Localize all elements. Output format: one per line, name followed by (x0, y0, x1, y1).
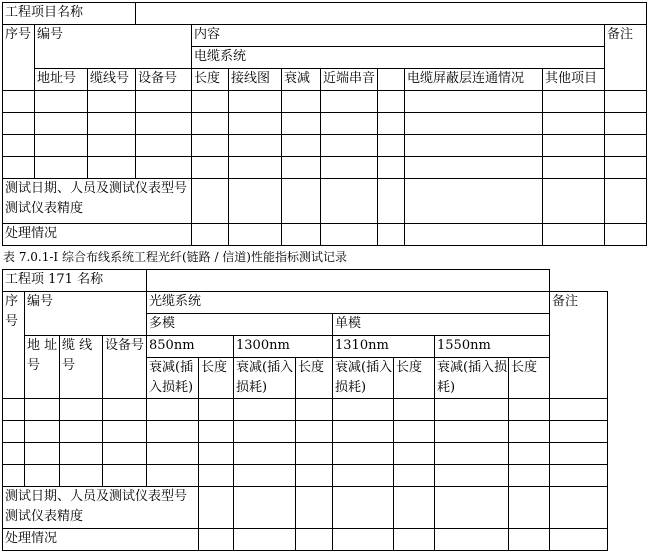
table-cell[interactable] (543, 157, 605, 179)
project-name-label: 工程项 171 名称 (3, 270, 147, 292)
table-cell[interactable] (192, 157, 229, 179)
project-name-value[interactable] (136, 3, 647, 25)
table-cell[interactable] (321, 157, 378, 179)
table-row (3, 69, 647, 91)
attenuation-label: 衰减(插入损耗) (147, 358, 199, 399)
length-label: 长度 (199, 358, 234, 399)
length-label: 长度 (394, 358, 435, 399)
table-row (3, 270, 608, 292)
table-cell[interactable] (435, 443, 509, 465)
length-label: 长度 (509, 358, 550, 399)
table-cell[interactable] (405, 113, 543, 135)
fiber-system-label: 光缆系统 (147, 292, 550, 314)
table-cell[interactable] (282, 179, 321, 224)
table-row (3, 336, 608, 358)
table-cell[interactable] (550, 487, 608, 529)
table-cell[interactable] (333, 399, 394, 421)
wavelength-1300: 1300nm (234, 336, 333, 358)
handling-label: 处理情况 (3, 529, 199, 551)
header-device: 设备号 (136, 69, 192, 91)
table-cell[interactable] (333, 465, 394, 487)
wavelength-1310: 1310nm (333, 336, 435, 358)
table-cell[interactable] (509, 529, 550, 551)
header-wiring: 接线图 (229, 69, 282, 91)
table-cell[interactable] (3, 399, 25, 421)
table-cell[interactable] (550, 270, 608, 292)
cable-label: 缆 线号 (60, 336, 103, 399)
table-cell[interactable] (296, 443, 333, 465)
table-cell[interactable] (550, 443, 608, 465)
table-cell[interactable] (394, 443, 435, 465)
table-cell[interactable] (435, 465, 509, 487)
no-label: 序号 (3, 292, 25, 336)
remark-label: 备注 (605, 25, 647, 91)
handling-label: 处理情况 (3, 224, 192, 246)
table-cell[interactable] (378, 179, 405, 224)
table-cell[interactable] (192, 179, 229, 224)
table-cell[interactable] (509, 465, 550, 487)
table-cell[interactable] (199, 399, 234, 421)
table-cell[interactable] (543, 224, 605, 246)
table-row (3, 25, 647, 47)
table-cell[interactable] (136, 113, 192, 135)
table-cell[interactable] (229, 157, 282, 179)
table-cell[interactable] (60, 399, 103, 421)
data-row (3, 91, 647, 113)
data-row (3, 465, 608, 487)
table-cell[interactable] (543, 91, 605, 113)
header-blank (378, 69, 405, 91)
table-cell[interactable] (136, 91, 192, 113)
table-cell[interactable] (229, 224, 282, 246)
test-info-label: 测试日期、人员及测试仪表型号测试仪表精度 (3, 487, 199, 529)
table-cell[interactable] (405, 179, 543, 224)
table-cell[interactable] (25, 443, 60, 465)
table-cell[interactable] (378, 224, 405, 246)
table-cell[interactable] (60, 465, 103, 487)
table-cell[interactable] (103, 465, 147, 487)
table-cell[interactable] (147, 443, 199, 465)
wavelength-850: 850nm (147, 336, 234, 358)
table-cell[interactable] (333, 529, 394, 551)
table-cell[interactable] (35, 135, 88, 157)
table-cell[interactable] (378, 157, 405, 179)
table-cell[interactable] (147, 421, 199, 443)
cable-system-label: 电缆系统 (192, 47, 605, 69)
table-cell[interactable] (136, 135, 192, 157)
table-cell[interactable] (25, 465, 60, 487)
table-cell[interactable] (25, 399, 60, 421)
table-cell[interactable] (321, 224, 378, 246)
table-cell[interactable] (3, 135, 35, 157)
table-cell[interactable] (509, 421, 550, 443)
table-cell[interactable] (435, 421, 509, 443)
header-next: 近端串音 (321, 69, 378, 91)
table-cell[interactable] (199, 443, 234, 465)
table-cell[interactable] (509, 399, 550, 421)
device-label: 设备号 (103, 336, 147, 399)
data-row (3, 135, 647, 157)
table-cell[interactable] (605, 179, 647, 224)
table-cell[interactable] (550, 421, 608, 443)
table-cell[interactable] (321, 113, 378, 135)
table-cell[interactable] (509, 487, 550, 529)
table-row (3, 224, 647, 246)
header-cable: 缆线号 (88, 69, 136, 91)
table-cell[interactable] (282, 113, 321, 135)
table-cell[interactable] (234, 487, 296, 529)
table-cell[interactable] (35, 113, 88, 135)
table-cell[interactable] (103, 443, 147, 465)
table-cell[interactable] (229, 135, 282, 157)
table-cell[interactable] (435, 487, 509, 529)
table-cell[interactable] (605, 135, 647, 157)
header-shield: 电缆屏蔽层连通情况 (405, 69, 543, 91)
data-row (3, 443, 608, 465)
table-cell[interactable] (605, 91, 647, 113)
table-cell[interactable] (321, 179, 378, 224)
attenuation-label: 衰减(插入损耗) (435, 358, 509, 399)
table-cell[interactable] (199, 529, 234, 551)
table-cell[interactable] (88, 91, 136, 113)
table-cell[interactable] (103, 399, 147, 421)
table-cell[interactable] (234, 529, 296, 551)
table-cell[interactable] (35, 157, 88, 179)
table-cell[interactable] (3, 113, 35, 135)
table-cell[interactable] (405, 135, 543, 157)
wavelength-1550: 1550nm (435, 336, 550, 358)
table-cell[interactable] (103, 421, 147, 443)
table-cell[interactable] (333, 421, 394, 443)
table-cell[interactable] (296, 465, 333, 487)
table-cell[interactable] (550, 529, 608, 551)
table-cell[interactable] (378, 91, 405, 113)
header-address: 地址号 (35, 69, 88, 91)
table-cell[interactable] (509, 443, 550, 465)
table-cell[interactable] (88, 135, 136, 157)
table-cell[interactable] (405, 91, 543, 113)
table-cell[interactable] (405, 157, 543, 179)
table-cell[interactable] (234, 399, 296, 421)
table-cell[interactable] (234, 421, 296, 443)
table-caption: 表 7.0.1-I 综合布线系统工程光纤(链路 / 信道)性能指标测试记录 (3, 250, 347, 264)
table-cell[interactable] (405, 224, 543, 246)
table-cell[interactable] (296, 487, 333, 529)
table-cell[interactable] (394, 399, 435, 421)
attenuation-label: 衰减(插入损耗) (234, 358, 296, 399)
table-row (3, 529, 608, 551)
table-cell[interactable] (234, 443, 296, 465)
table-cell[interactable] (192, 224, 229, 246)
table-cell[interactable] (3, 336, 25, 399)
address-label: 地 址号 (25, 336, 60, 399)
table-cell[interactable] (543, 113, 605, 135)
table-cell[interactable] (60, 421, 103, 443)
table-cell[interactable] (282, 224, 321, 246)
table-cell[interactable] (394, 529, 435, 551)
data-row (3, 157, 647, 179)
header-other: 其他项目 (543, 69, 605, 91)
table-cell[interactable] (394, 421, 435, 443)
table-cell[interactable] (282, 91, 321, 113)
table-cell[interactable] (229, 91, 282, 113)
table-cell[interactable] (192, 113, 229, 135)
table-cell[interactable] (229, 113, 282, 135)
header-attenuation: 衰减 (282, 69, 321, 91)
table-cell[interactable] (321, 91, 378, 113)
header-length: 长度 (192, 69, 229, 91)
data-row (3, 421, 608, 443)
table-cell[interactable] (282, 157, 321, 179)
table-cell[interactable] (378, 135, 405, 157)
test-info-label: 测试日期、人员及测试仪表型号测试仪表精度 (3, 179, 192, 224)
table-cell[interactable] (550, 465, 608, 487)
content-label: 内容 (192, 25, 605, 47)
table-cell[interactable] (333, 443, 394, 465)
table-cell[interactable] (605, 224, 647, 246)
table-cell[interactable] (199, 421, 234, 443)
table-row (3, 3, 647, 25)
table-cell[interactable] (147, 399, 199, 421)
remark-label: 备注 (550, 292, 608, 399)
table-cell[interactable] (378, 113, 405, 135)
table-cell[interactable] (605, 113, 647, 135)
table-cell[interactable] (60, 443, 103, 465)
table-cell[interactable] (543, 179, 605, 224)
project-name-label: 工程项目名称 (3, 3, 136, 25)
table-cell[interactable] (192, 135, 229, 157)
table-cell[interactable] (199, 465, 234, 487)
data-row (3, 399, 608, 421)
code-label: 编号 (25, 292, 147, 336)
table-cell[interactable] (3, 157, 35, 179)
table-row (3, 179, 647, 224)
project-name-value[interactable] (147, 270, 550, 292)
table-row (3, 487, 608, 529)
table-cell[interactable] (3, 421, 25, 443)
table-cell[interactable] (550, 399, 608, 421)
table-cell[interactable] (296, 399, 333, 421)
table-cell[interactable] (296, 421, 333, 443)
table-cell[interactable] (88, 113, 136, 135)
table-cell[interactable] (605, 157, 647, 179)
table-cell[interactable] (435, 529, 509, 551)
table-cell[interactable] (136, 157, 192, 179)
singlemode-label: 单模 (333, 314, 550, 336)
table-cell[interactable] (282, 135, 321, 157)
cable-test-table (2, 2, 647, 246)
table-cell[interactable] (3, 443, 25, 465)
code-label: 编号 (35, 25, 192, 69)
table-cell[interactable] (3, 465, 25, 487)
table-cell[interactable] (296, 529, 333, 551)
table-cell[interactable] (3, 91, 35, 113)
table-row (3, 292, 608, 314)
table-cell[interactable] (88, 157, 136, 179)
attenuation-label: 衰减(插入损耗) (333, 358, 394, 399)
table-cell[interactable] (543, 135, 605, 157)
length-label: 长度 (296, 358, 333, 399)
table-cell[interactable] (192, 91, 229, 113)
data-row (3, 113, 647, 135)
table-cell[interactable] (333, 487, 394, 529)
multimode-label: 多模 (147, 314, 333, 336)
table-cell[interactable] (234, 465, 296, 487)
table-cell[interactable] (435, 399, 509, 421)
table-cell[interactable] (394, 465, 435, 487)
table-cell[interactable] (35, 91, 88, 113)
no-label: 序号 (3, 25, 35, 91)
table-cell[interactable] (147, 465, 199, 487)
table-cell[interactable] (229, 179, 282, 224)
table-cell[interactable] (394, 487, 435, 529)
table-cell[interactable] (199, 487, 234, 529)
table-cell[interactable] (25, 421, 60, 443)
fiber-test-table (2, 269, 608, 551)
table-cell[interactable] (321, 135, 378, 157)
